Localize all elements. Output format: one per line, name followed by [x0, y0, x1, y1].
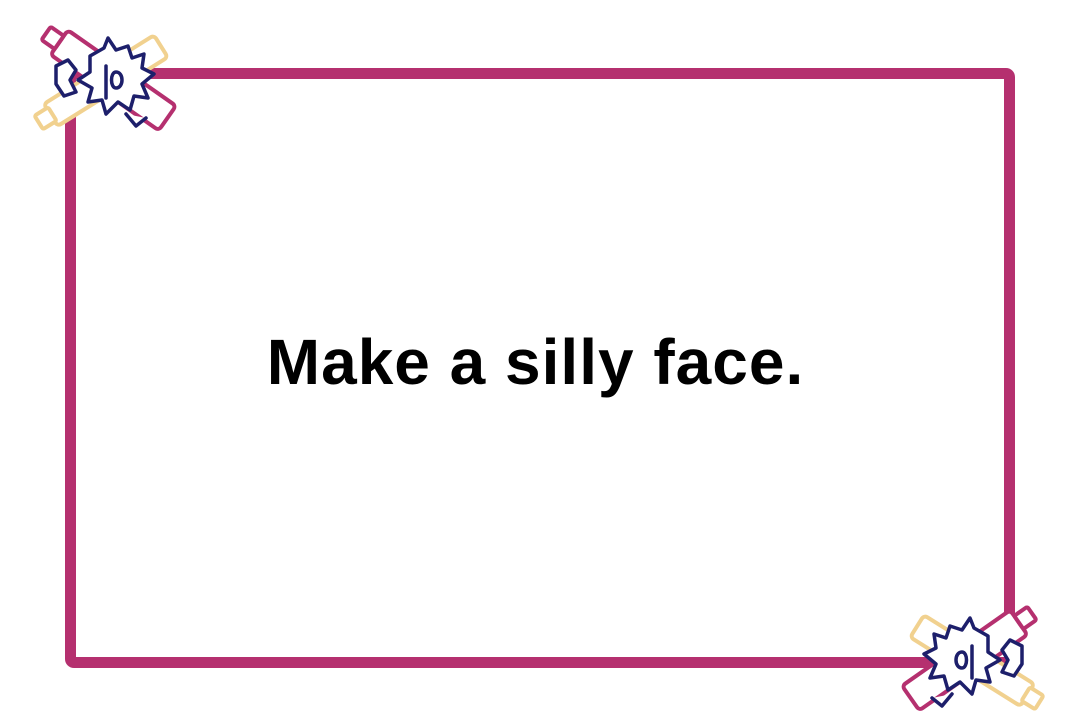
prompt-text: Make a silly face.: [266, 326, 805, 398]
party-popper-icon: [878, 598, 1058, 718]
party-popper-icon: [20, 18, 200, 138]
